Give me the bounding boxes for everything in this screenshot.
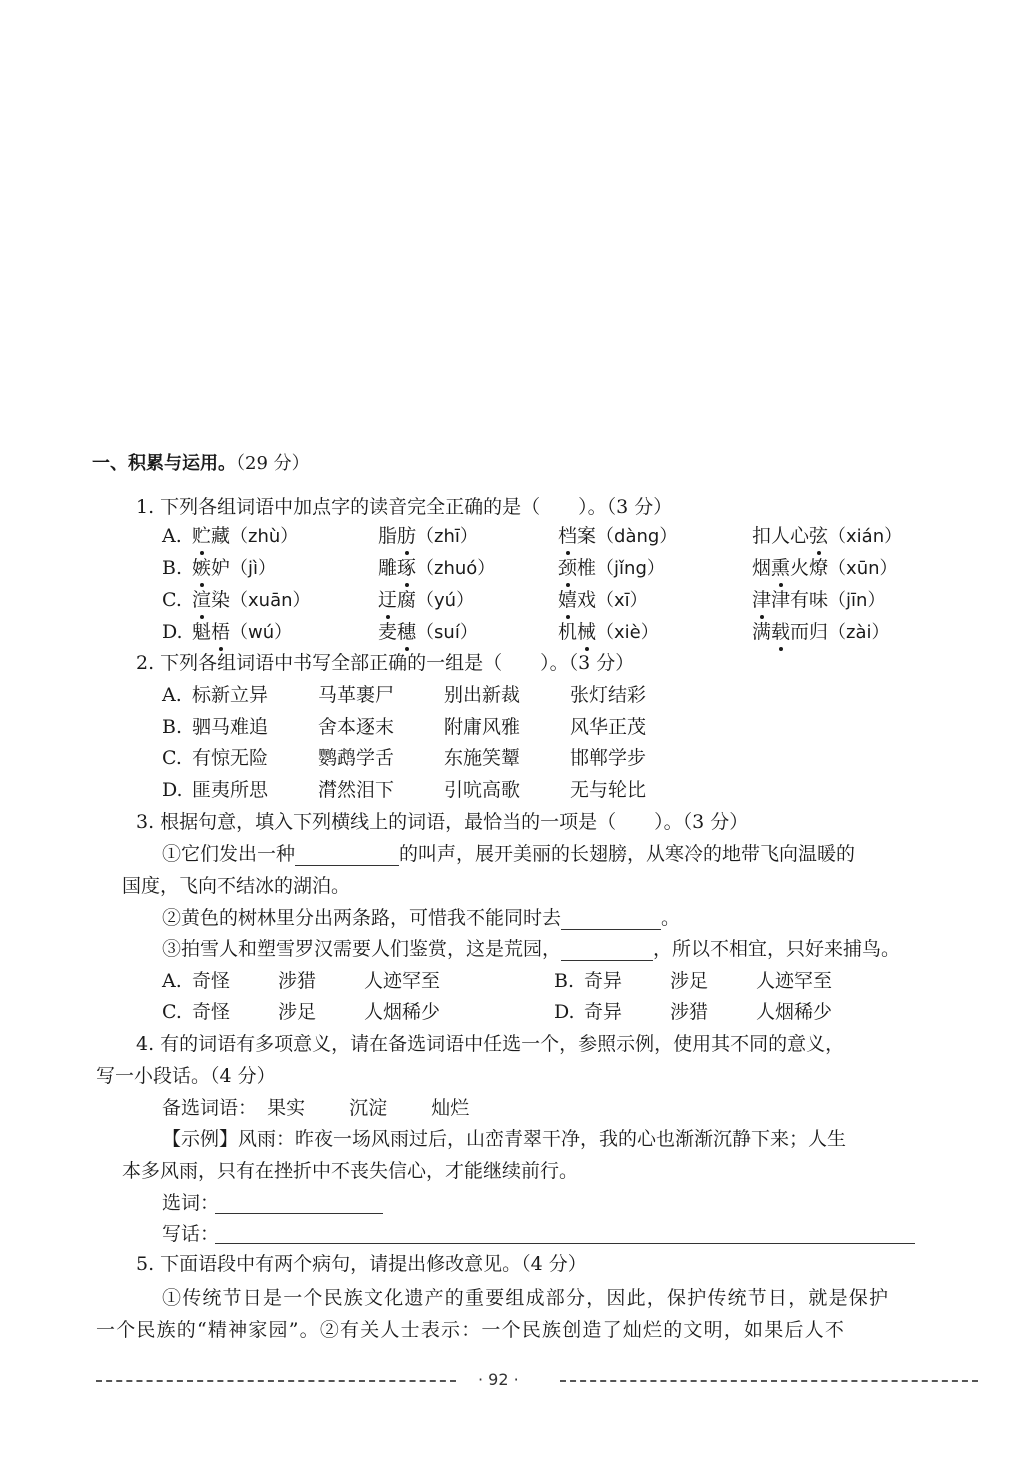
word-part: 案 <box>577 525 597 547</box>
dotted-char: 档 <box>558 525 578 547</box>
dotted-char: 嫉 <box>192 557 212 579</box>
q3-sentence-1 <box>162 842 855 866</box>
word-item: 奇怪 <box>192 1001 231 1023</box>
word-item: 东施笑颦 <box>444 747 521 769</box>
word-item: 涉足 <box>278 1001 317 1023</box>
option-label: A. <box>162 970 182 992</box>
dotted-char: 琢 <box>397 557 417 579</box>
word-part: 火燎 <box>790 557 829 579</box>
option-label: D. <box>554 1001 575 1023</box>
page-number: · 92 · <box>478 1370 519 1389</box>
word-item: 潸然泪下 <box>318 779 395 801</box>
q3-sentence-2 <box>162 906 680 930</box>
option-label: D. <box>162 779 183 801</box>
word-item: 无与轮比 <box>570 779 647 801</box>
pinyin: （xián） <box>828 526 903 547</box>
dotted-char: 熏 <box>771 557 791 579</box>
option-label: D. <box>162 621 183 643</box>
option-label: C. <box>162 747 182 769</box>
pinyin: （zhù） <box>230 526 299 547</box>
q4-example-text-1: 风雨：昨夜一场风雨过后，山峦青翠干净，我的心也渐渐沉静下来；人生 <box>238 1128 847 1150</box>
q4-candidates <box>162 1096 469 1120</box>
option-label: B. <box>554 970 575 992</box>
dotted-char: 津 <box>752 589 772 611</box>
option-label: A. <box>162 525 182 547</box>
section-score: （29 分） <box>236 453 310 474</box>
word-part: 而归 <box>790 621 829 643</box>
word-item: 人迹罕至 <box>756 970 833 992</box>
word-item <box>752 556 898 581</box>
footer-rule-left <box>96 1380 456 1382</box>
word-item: 人烟稀少 <box>364 1001 441 1023</box>
word-item: 奇异 <box>584 1001 623 1023</box>
q3-stem: 3. 根据句意，填入下列横线上的词语，最恰当的一项是（ ）。（3 分） <box>136 811 749 833</box>
word-item: 马革裹尸 <box>318 684 395 706</box>
pinyin: （zhī） <box>416 526 478 547</box>
word-item: 匪夷所思 <box>192 779 269 801</box>
q4-candidate: 沉淀 <box>349 1097 388 1119</box>
option-label: C. <box>162 1001 182 1023</box>
word-item: 引吭高歌 <box>444 779 521 801</box>
word-item: 邯郸学步 <box>570 747 647 769</box>
word-part: 机 <box>558 621 578 643</box>
word-part: 戏 <box>577 589 597 611</box>
word-item: 鹦鹉学舌 <box>318 747 395 769</box>
q3-blank-2[interactable] <box>561 909 661 930</box>
q4-example-2: 本多风雨，只有在挫折中不丧失信心，才能继续前行。 <box>122 1160 579 1182</box>
q3-sentence-1-cont: 国度，飞向不结冰的湖泊。 <box>122 875 351 897</box>
word-item <box>192 524 298 549</box>
q3-blank-3[interactable] <box>561 940 653 961</box>
word-item <box>558 588 648 613</box>
q5-stem: 5. 下面语段中有两个病句，请提出修改意见。（4 分） <box>136 1253 587 1275</box>
q2-stem: 2. 下列各组词语中书写全部正确的一组是（ ）。（3 分） <box>136 652 635 674</box>
q3-s2-a: ②黄色的树林里分出两条路，可惜我不能同时去 <box>162 907 562 929</box>
option-label: C. <box>162 589 182 611</box>
word-item <box>752 588 885 613</box>
pinyin: （jīn） <box>828 590 886 611</box>
pinyin: （xūn） <box>828 558 898 579</box>
q4-write-label: 写话： <box>162 1223 220 1245</box>
word-item: 涉猎 <box>278 970 317 992</box>
word-item <box>192 620 292 645</box>
q4-stem-2: 写一小段话。（4 分） <box>96 1065 276 1087</box>
word-part: 椎 <box>577 557 597 579</box>
pinyin: （suí） <box>416 622 478 643</box>
word-item: 奇怪 <box>192 970 231 992</box>
pinyin: （jì） <box>230 558 277 579</box>
dotted-char: 渲 <box>192 589 212 611</box>
word-item <box>378 524 478 549</box>
word-item <box>558 620 659 645</box>
word-part: 满 <box>752 621 772 643</box>
word-item <box>558 556 665 581</box>
pinyin: （zhuó） <box>416 558 496 579</box>
word-item: 人烟稀少 <box>756 1001 833 1023</box>
dotted-char: 颈 <box>558 557 578 579</box>
word-item: 驷马难追 <box>192 716 269 738</box>
word-item <box>192 556 276 581</box>
q3-s1-b: 的叫声，展开美丽的长翅膀，从寒冷的地带飞向温暖的 <box>399 843 856 865</box>
word-item <box>752 620 890 645</box>
section-title <box>92 452 310 476</box>
dotted-char: 梧 <box>211 621 231 643</box>
word-item <box>752 524 902 549</box>
word-part: 烟 <box>752 557 772 579</box>
word-item: 张灯结彩 <box>570 684 647 706</box>
pinyin: （xuān） <box>230 590 311 611</box>
word-item: 人迹罕至 <box>364 970 441 992</box>
word-item: 舍本逐末 <box>318 716 395 738</box>
word-item <box>378 588 474 613</box>
q4-candidate: 灿烂 <box>431 1097 470 1119</box>
word-part: 津有味 <box>771 589 829 611</box>
word-part: 麦 <box>378 621 398 643</box>
pinyin: （jǐng） <box>596 558 665 579</box>
word-item: 有惊无险 <box>192 747 269 769</box>
dotted-char: 弦 <box>809 525 829 547</box>
q4-candidate: 果实 <box>267 1097 306 1119</box>
pinyin: （yú） <box>416 590 475 611</box>
word-item <box>558 524 677 549</box>
dotted-char: 肪 <box>397 525 417 547</box>
q4-choose-label: 选词： <box>162 1192 220 1214</box>
dotted-char: 嬉 <box>558 589 578 611</box>
pinyin: （xī） <box>596 590 648 611</box>
word-item: 标新立异 <box>192 684 269 706</box>
word-part: 雕 <box>378 557 398 579</box>
q3-s3-a: ③拍雪人和塑雪罗汉需要人们鉴赏，这是荒园， <box>162 938 562 960</box>
dotted-char: 迂 <box>378 589 398 611</box>
word-item <box>378 620 478 645</box>
footer-rule-right <box>560 1380 978 1382</box>
q4-choose-answer-line[interactable] <box>215 1213 383 1214</box>
q3-blank-1[interactable] <box>295 845 399 866</box>
word-item: 风华正茂 <box>570 716 647 738</box>
word-part: 脂 <box>378 525 398 547</box>
option-label: B. <box>162 557 183 579</box>
dotted-char: 械 <box>577 621 597 643</box>
dotted-char: 贮 <box>192 525 212 547</box>
word-item: 别出新裁 <box>444 684 521 706</box>
q3-s2-b: 。 <box>661 907 681 929</box>
word-item <box>192 588 311 613</box>
q3-s3-b: ，所以不相宜，只好来捕鸟。 <box>653 938 901 960</box>
word-item <box>378 556 495 581</box>
pinyin: （zài） <box>828 622 890 643</box>
q4-example-1 <box>162 1127 846 1151</box>
q4-write-answer-line[interactable] <box>215 1243 915 1244</box>
dotted-char: 穗 <box>397 621 417 643</box>
q5-paragraph-1: ①传统节日是一个民族文化遗产的重要组成部分，因此，保护传统节日，就是保护 <box>162 1287 890 1309</box>
q4-stem-1: 4. 有的词语有多项意义，请在备选词语中任选一个，参照示例，使用其不同的意义， <box>136 1033 845 1055</box>
pinyin: （wú） <box>230 622 293 643</box>
q4-candidates-label: 备选词语： <box>162 1097 258 1119</box>
word-item: 涉足 <box>670 970 709 992</box>
section-title-text: 一、积累与运用。 <box>92 453 236 474</box>
q3-sentence-3 <box>162 937 900 961</box>
pinyin: （dàng） <box>596 526 678 547</box>
word-item: 涉猎 <box>670 1001 709 1023</box>
word-part: 妒 <box>211 557 231 579</box>
word-part: 腐 <box>397 589 417 611</box>
word-part: 魁 <box>192 621 212 643</box>
dotted-char: 载 <box>771 621 791 643</box>
q3-s1-a: ①它们发出一种 <box>162 843 296 865</box>
word-item: 奇异 <box>584 970 623 992</box>
option-label: A. <box>162 684 182 706</box>
word-item: 附庸风雅 <box>444 716 521 738</box>
word-part: 藏 <box>211 525 231 547</box>
word-part: 染 <box>211 589 231 611</box>
word-part: 扣人心 <box>752 525 810 547</box>
option-label: B. <box>162 716 183 738</box>
q5-paragraph-2: 一个民族的“精神家园”。②有关人士表示：一个民族创造了灿烂的文明，如果后人不 <box>96 1319 846 1341</box>
q4-example-tag: 【示例】 <box>162 1128 239 1150</box>
q1-stem: 1. 下列各组词语中加点字的读音完全正确的是（ ）。（3 分） <box>136 496 673 518</box>
pinyin: （xiè） <box>596 622 659 643</box>
